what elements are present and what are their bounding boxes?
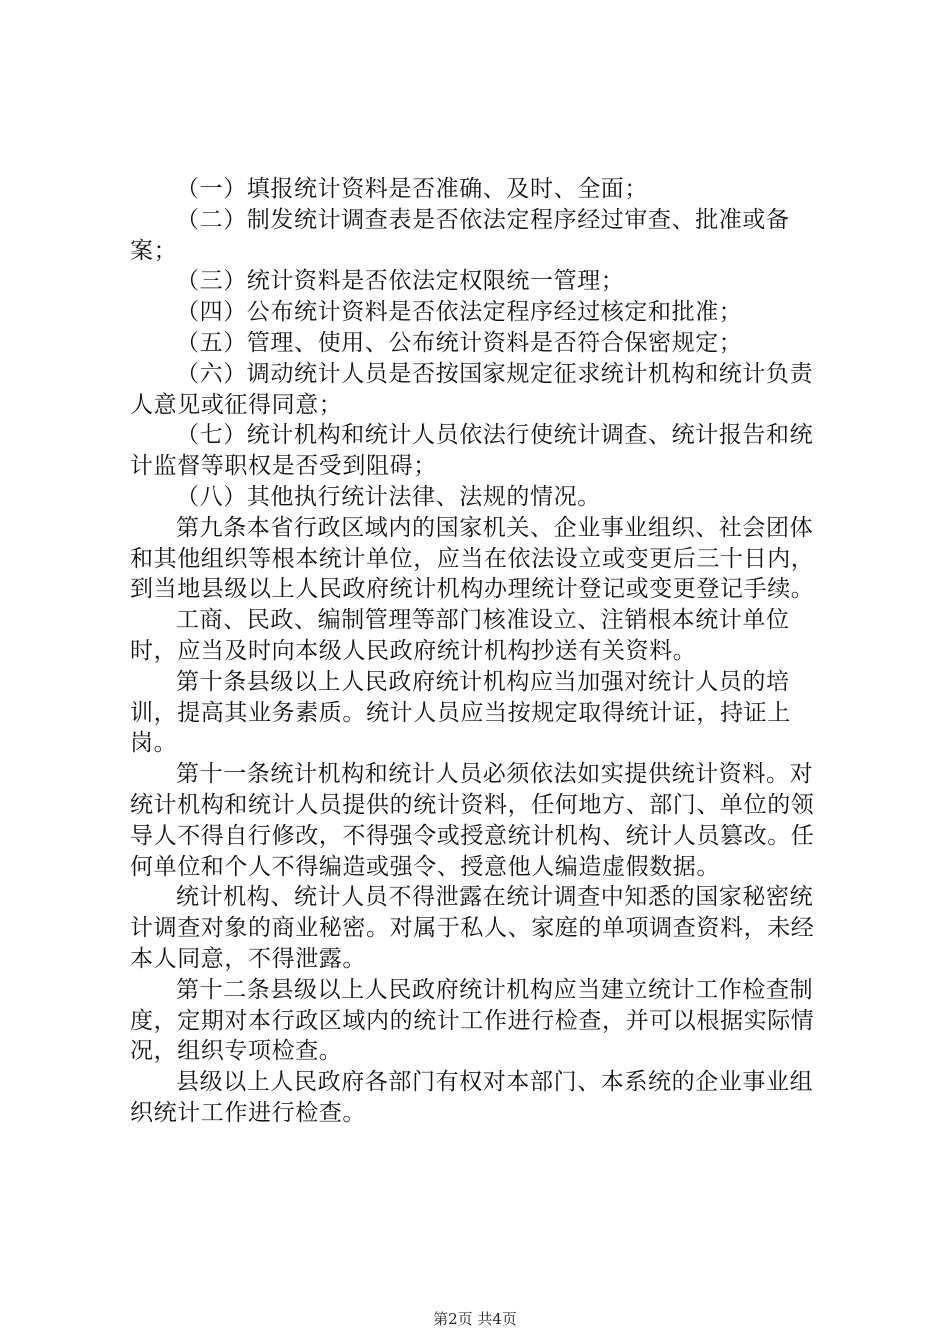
article-11-paragraph-2: 统计机构、统计人员不得泄露在统计调查中知悉的国家秘密统计调查对象的商业秘密。对属于私人、家庭的单项调查资料，未经本人同意，不得泄露。 (130, 884, 815, 972)
item-5-confidentiality: （五）管理、使用、公布统计资料是否符合保密规定； (176, 329, 743, 356)
article-9-paragraph-2: 工商、民政、编制管理等部门核准设立、注销根本统计单位时，应当及时向本级人民政府统计机构抄送有关资料。 (130, 607, 790, 664)
item-3-data-management: （三）统计资料是否依法定权限统一管理； (176, 268, 625, 295)
article-12-paragraph-2: 县级以上人民政府各部门有权对本部门、本系统的企业事业组织统计工作进行检查。 (130, 1069, 814, 1126)
item-8-other: （八）其他执行统计法律、法规的情况。 (176, 483, 601, 510)
item-1-accuracy: （一）填报统计资料是否准确、及时、全面； (176, 176, 648, 202)
item-7-powers: （七）统计机构和统计人员依法行使统计调查、统计报告和统计监督等职权是否受到阻碍； (130, 422, 814, 480)
document-body (130, 174, 830, 1129)
article-12: 第十二条县级以上人民政府统计机构应当建立统计工作检查制度，定期对本行政区域内的统计工作进行检查，并可以根据实际情况，组织专项检查。 (130, 976, 815, 1065)
article-10: 第十条县级以上人民政府统计机构应当加强对统计人员的培训，提高其业务素质。统计人员应当按规定取得统计证，持证上岗。 (130, 668, 791, 757)
page-number-footer: 第2页 共4页 (433, 1310, 517, 1328)
item-6-personnel-transfer: （六）调动统计人员是否按国家规定征求统计机构和统计负责人意见或征得同意； (130, 360, 814, 418)
article-9: 第九条本省行政区域内的国家机关、企业事业组织、社会团体和其他组织等根本统计单位，应当在依法设立或变更后三十日内，到当地县级以上人民政府统计机构办理统计登记或变更登记手续。 (130, 514, 815, 603)
article-11: 第十一条统计机构和统计人员必须依法如实提供统计资料。对统计机构和统计人员提供的统计资料，任何地方、部门、单位的领导人不得自行修改，不得强令或授意统计机构、统计人员篡改。任何单位和个人不得编造或强令、授意他人编造虚假数据。 (130, 761, 815, 880)
item-4-publication: （四）公布统计资料是否依法定程序经过核定和批准； (176, 299, 743, 326)
item-2-survey-forms: （二）制发统计调查表是否依法定程序经过审查、批准或备案； (130, 206, 790, 264)
